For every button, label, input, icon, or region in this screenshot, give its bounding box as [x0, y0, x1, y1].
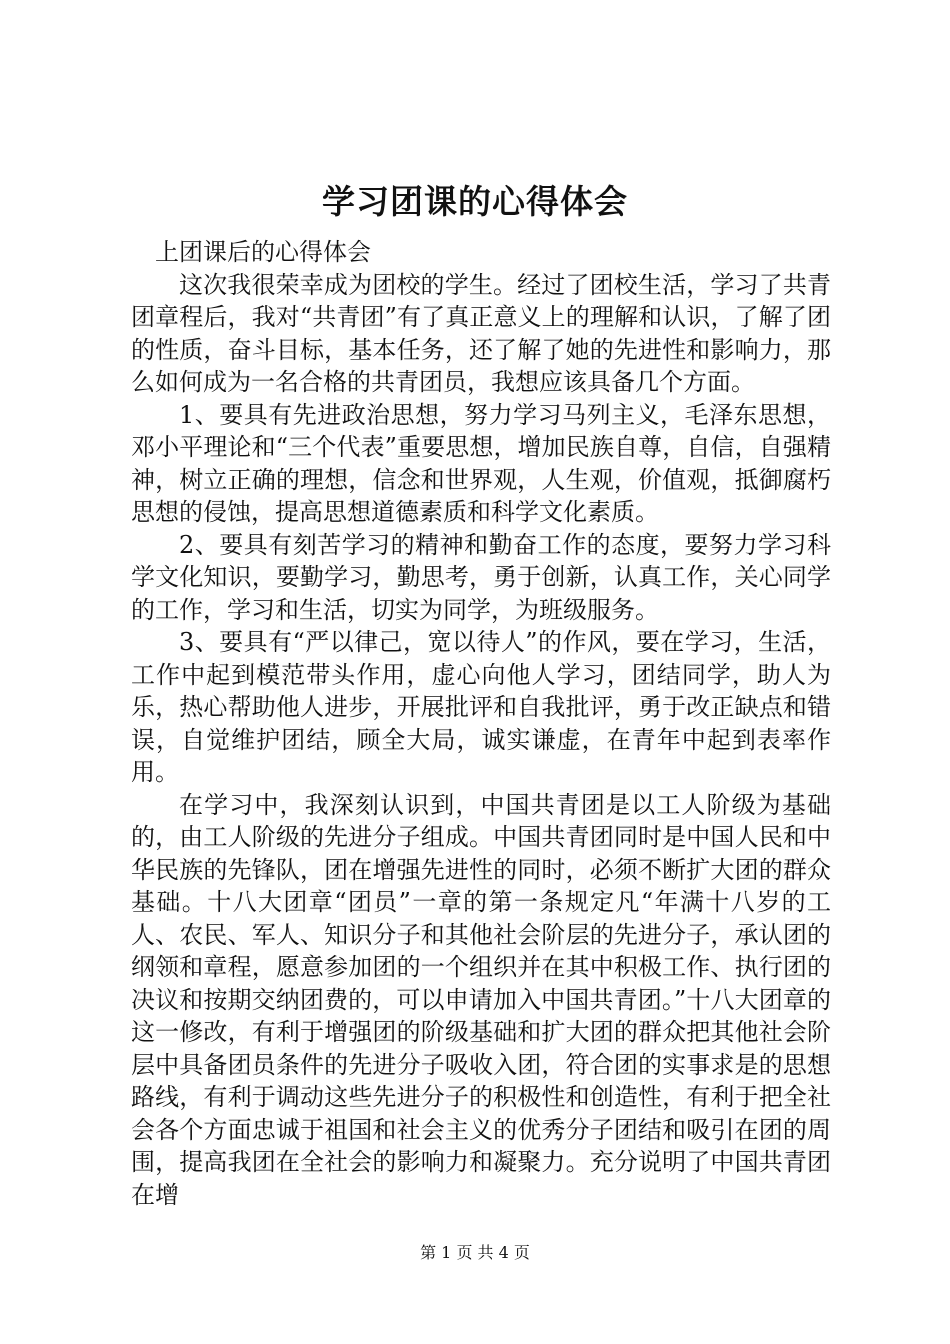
document-subtitle: 上团课后的心得体会 [155, 238, 371, 266]
paragraph-learning: 在学习中，我深刻认识到，中国共青团是以工人阶级为基础的，由工人阶级的先进分子组成。中国共青团同时是中国人民和中华民族的先锋队，团在增强先进性的同时，必须不断扩大团的群众基础。十八大团章“团员”一章的第一条规定凡“年满十八岁的工人、农民、军人、知识分子和其他社会阶层的先进分子，承认团的纲领和章程，愿意参加团的一个组织并在其中积极工作、执行团的决议和按期交纳团费的，可以申请加入中国共青团。”十八大团章的这一修改，有利于增强团的阶级基础和扩大团的群众把其他社会阶层中具备团员条件的先进分子吸收入团，符合团的实事求是的思想路线，有利于调动这些先进分子的积极性和创造性，有利于把全社会各个方面忠诚于祖国和社会主义的优秀分子团结和吸引在团的周围，提高我团在全社会的影响力和凝聚力。充分说明了中国共青团在增 [131, 790, 831, 1209]
document-title: 学习团课的心得体会 [322, 182, 628, 221]
document-body [131, 236, 831, 1211]
paragraph-point-2: 2、要具有刻苦学习的精神和勤奋工作的态度，要努力学习科学文化知识，要勤学习，勤思考，勇于创新，认真工作，关心同学的工作，学习和生活，切实为同学，为班级服务。 [131, 530, 831, 624]
page-number-footer: 第 1 页 共 4 页 [420, 1243, 530, 1262]
paragraph-point-3: 3、要具有“严以律己，宽以待人”的作风，要在学习，生活，工作中起到模范带头作用，虚心向他人学习，团结同学，助人为乐，热心帮助他人进步，开展批评和自我批评，勇于改正缺点和错误，自觉维护团结，顾全大局，诚实谦虚，在青年中起到表率作用。 [131, 628, 831, 786]
paragraph-intro: 这次我很荣幸成为团校的学生。经过了团校生活，学习了共青团章程后，我对“共青团”有了真正意义上的理解和认识，了解了团的性质，奋斗目标，基本任务，还了解了她的先进性和影响力，那么如何成为一名合格的共青团员，我想应该具备几个方面。 [131, 270, 831, 396]
paragraph-point-1: 1、要具有先进政治思想，努力学习马列主义，毛泽东思想，邓小平理论和“三个代表”重要思想，增加民族自尊，自信，自强精神，树立正确的理想，信念和世界观，人生观，价值观，抵御腐朽思想的侵蚀，提高思想道德素质和科学文化素质。 [131, 400, 831, 526]
